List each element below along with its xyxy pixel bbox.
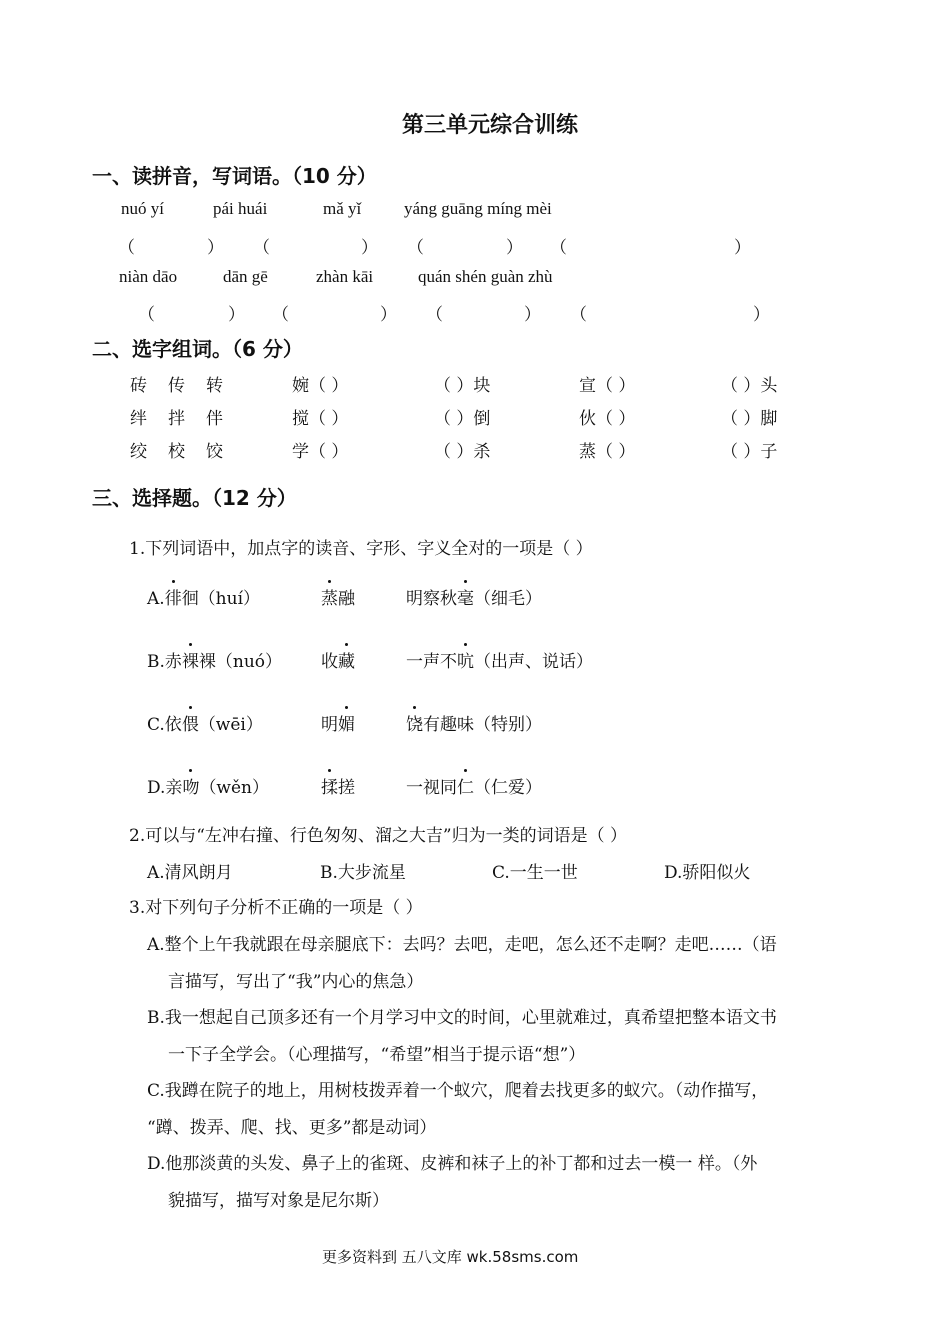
- q2-option-a: A.清风朗月: [147, 863, 233, 883]
- pinyin-5: niàn dāo: [119, 267, 178, 286]
- pinyin-7: zhàn kāi: [316, 267, 374, 286]
- emphasis-dot-char: 毫: [457, 584, 474, 609]
- answer-blank-close: ）: [207, 238, 224, 257]
- answer-blank-open: （: [118, 238, 135, 257]
- footer-link[interactable]: 更多资料到 五八文库 wk.58sms.com: [322, 1248, 579, 1266]
- answer-blank-open: （: [138, 305, 155, 324]
- answer-blank-open: （: [407, 238, 424, 257]
- emphasis-dot-char: 藏: [338, 647, 355, 672]
- fill-item: （ ）头: [721, 376, 778, 396]
- q1-option-d-word2: 揉搓: [321, 773, 355, 798]
- fill-item: 搅（ ）: [292, 409, 349, 429]
- fill-item: （ ）块: [434, 376, 491, 396]
- q2-option-b: B.大步流星: [320, 863, 406, 883]
- emphasis-dot-char: 吻: [182, 773, 199, 798]
- answer-blank-open: （: [426, 305, 443, 324]
- question-2-stem: 2.可以与“左冲右撞、行色匆匆、溜之大吉”归为一类的词语是（ ）: [129, 826, 628, 846]
- answer-blank-close: ）: [734, 238, 751, 257]
- section3-heading: 三、选择题。（12 分）: [92, 486, 297, 510]
- q1-option-a-word3: 明察秋毫（细毛）: [406, 584, 542, 609]
- pinyin-1: nuó yí: [121, 199, 164, 218]
- fill-item: （ ）脚: [721, 409, 778, 429]
- section1-heading: 一、读拼音，写词语。（10 分）: [92, 164, 377, 188]
- pinyin-4: yáng guāng míng mèi: [404, 199, 552, 218]
- emphasis-dot-char: 饶: [406, 710, 423, 735]
- fill-item: 宣（ ）: [579, 376, 636, 396]
- answer-blank-close: ）: [380, 305, 397, 324]
- answer-blank-close: ）: [228, 305, 245, 324]
- emphasis-dot-char: 吭: [457, 647, 474, 672]
- fill-item: 伙（ ）: [579, 409, 636, 429]
- answer-blank-close: ）: [361, 238, 378, 257]
- emphasis-dot-char: 仁: [457, 773, 474, 798]
- answer-blank-close: ）: [753, 305, 770, 324]
- q3-option-d-line1: D.他那淡黄的头发、鼻子上的雀斑、皮裤和袜子上的补丁都和过去一模一 样。（外: [147, 1154, 758, 1174]
- q1-option-b-word2: 收藏: [321, 647, 355, 672]
- q1-option-c-word3: 饶有趣味（特别）: [406, 710, 542, 735]
- emphasis-dot-char: 裸: [182, 647, 199, 672]
- page-title: 第三单元综合训练: [402, 113, 579, 138]
- q1-option-a-word1: A.徘徊（huí）: [147, 584, 260, 609]
- q2-option-d: D.骄阳似火: [664, 863, 751, 883]
- choice-char: 拌: [168, 409, 185, 429]
- emphasis-dot-char: 揉: [321, 773, 338, 798]
- q1-option-b-word3: 一声不吭（出声、说话）: [406, 647, 593, 672]
- answer-blank-open: （: [253, 238, 270, 257]
- fill-item: （ ）倒: [434, 409, 491, 429]
- fill-item: 婉（ ）: [292, 376, 349, 396]
- q3-option-d-line2: 貌描写，描写对象是尼尔斯）: [168, 1191, 389, 1211]
- question-1-stem: 1.下列词语中，加点字的读音、字形、字义全对的一项是（ ）: [129, 539, 593, 559]
- emphasis-dot-char: 偎: [182, 710, 199, 735]
- answer-blank-open: （: [272, 305, 289, 324]
- q1-option-d-word1: D.亲吻（wěn）: [147, 773, 269, 798]
- choice-char: 砖: [130, 376, 147, 396]
- q3-option-b-line1: B.我一想起自己顶多还有一个月学习中文的时间，心里就难过，真希望把整本语文书: [147, 1008, 777, 1028]
- q3-option-c-line2: “蹲、拨弄、爬、找、更多”都是动词）: [147, 1118, 437, 1138]
- answer-blank-open: （: [570, 305, 587, 324]
- q3-option-c-line1: C.我蹲在院子的地上，用树枝拨弄着一个蚁穴，爬着去找更多的蚁穴。（动作描写，: [147, 1081, 769, 1101]
- emphasis-dot-char: 媚: [338, 710, 355, 735]
- fill-item: （ ）杀: [434, 442, 491, 462]
- pinyin-8: quán shén guàn zhù: [418, 267, 553, 286]
- choice-char: 转: [206, 376, 223, 396]
- emphasis-dot-char: 徘: [165, 584, 182, 609]
- q2-option-c: C.一生一世: [492, 863, 578, 883]
- choice-char: 伴: [206, 409, 223, 429]
- choice-char: 绊: [130, 409, 147, 429]
- q1-option-a-word2: 蒸融: [321, 584, 355, 609]
- q1-option-b-word1: B.赤裸裸（nuó）: [147, 647, 282, 672]
- section2-heading: 二、选字组词。（6 分）: [92, 337, 303, 361]
- fill-item: 蒸（ ）: [579, 442, 636, 462]
- emphasis-dot-char: 蒸: [321, 584, 338, 609]
- answer-blank-close: ）: [506, 238, 523, 257]
- pinyin-3: mǎ yǐ: [323, 199, 362, 218]
- answer-blank-close: ）: [524, 305, 541, 324]
- q3-option-b-line2: 一下子全学会。（心理描写，“希望”相当于提示语“想”）: [168, 1045, 586, 1065]
- q1-option-d-word3: 一视同仁（仁爱）: [406, 773, 542, 798]
- pinyin-2: pái huái: [213, 199, 268, 218]
- fill-item: （ ）子: [721, 442, 778, 462]
- answer-blank-open: （: [550, 238, 567, 257]
- fill-item: 学（ ）: [292, 442, 349, 462]
- pinyin-6: dān gē: [223, 267, 268, 286]
- q3-option-a-line1: A.整个上午我就跟在母亲腿底下：去吗？去吧，走吧，怎么还不走啊？走吧……（语: [147, 935, 777, 955]
- choice-char: 绞: [130, 442, 147, 462]
- question-3-stem: 3.对下列句子分析不正确的一项是（ ）: [129, 898, 423, 918]
- choice-char: 饺: [206, 442, 223, 462]
- choice-char: 传: [168, 376, 185, 396]
- choice-char: 校: [168, 442, 185, 462]
- q1-option-c-word1: C.依偎（wēi）: [147, 710, 263, 735]
- q1-option-c-word2: 明媚: [321, 710, 355, 735]
- q3-option-a-line2: 言描写，写出了“我”内心的焦急）: [168, 972, 424, 992]
